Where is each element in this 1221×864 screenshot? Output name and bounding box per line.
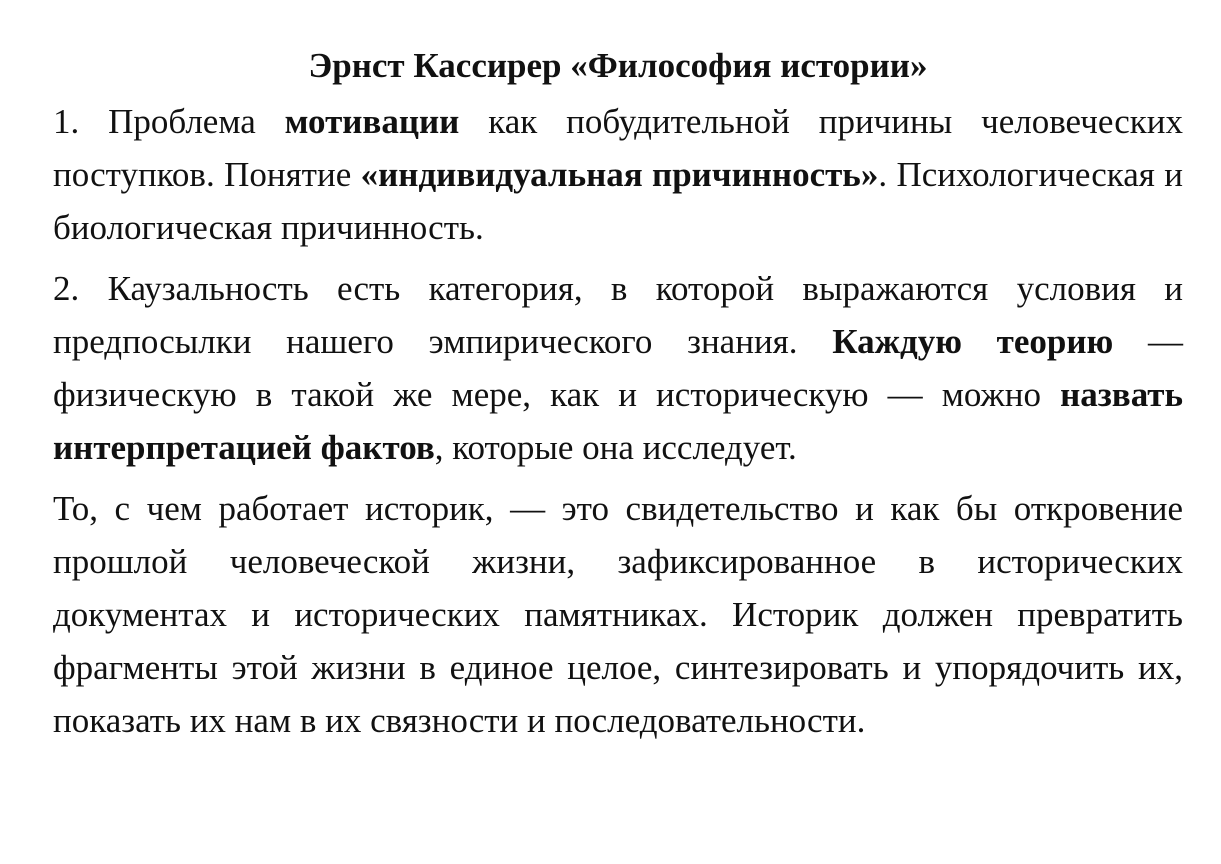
bold-phrase-every-theory: Каждую теорию bbox=[832, 322, 1114, 361]
paragraph-text: , которые она исследует. bbox=[434, 428, 797, 467]
paragraph-text: — физическую в такой же мере, как и историческую — можно bbox=[53, 322, 1183, 414]
document-title: Эрнст Кассирер «Философия истории» bbox=[308, 46, 928, 85]
paragraph-historian: То, с чем работает историк, — это свидетельство и как бы откровение прошлой человеческой жизни, зафиксированное в исторических документах и исторических памятниках. Историк должен превратить фрагменты этой жизни в единое целое, синтезировать и упорядочить их, показать их нам в их связности и последовательности. bbox=[53, 489, 1183, 740]
paragraph-text: . Психологическая и биологическая причинность. bbox=[53, 155, 1183, 247]
bold-term-individual-causality: «индивидуальная причинность» bbox=[360, 155, 879, 194]
paragraph-text: как побудительной причины человеческих поступков. Понятие bbox=[53, 102, 1183, 194]
document-page bbox=[53, 38, 1183, 747]
bold-term-motivation: мотивации bbox=[284, 102, 460, 141]
paragraph-text: 2. Каузальность есть категория, в которой выражаются условия и предпосылки нашего эмпирического знания. bbox=[53, 269, 1183, 361]
paragraph-causality bbox=[53, 262, 1183, 474]
paragraph-text: 1. Проблема bbox=[53, 102, 285, 141]
bold-phrase-interpretation-of-facts: назвать интерпретацией фактов bbox=[53, 375, 1183, 467]
paragraph-motivation bbox=[53, 95, 1183, 254]
